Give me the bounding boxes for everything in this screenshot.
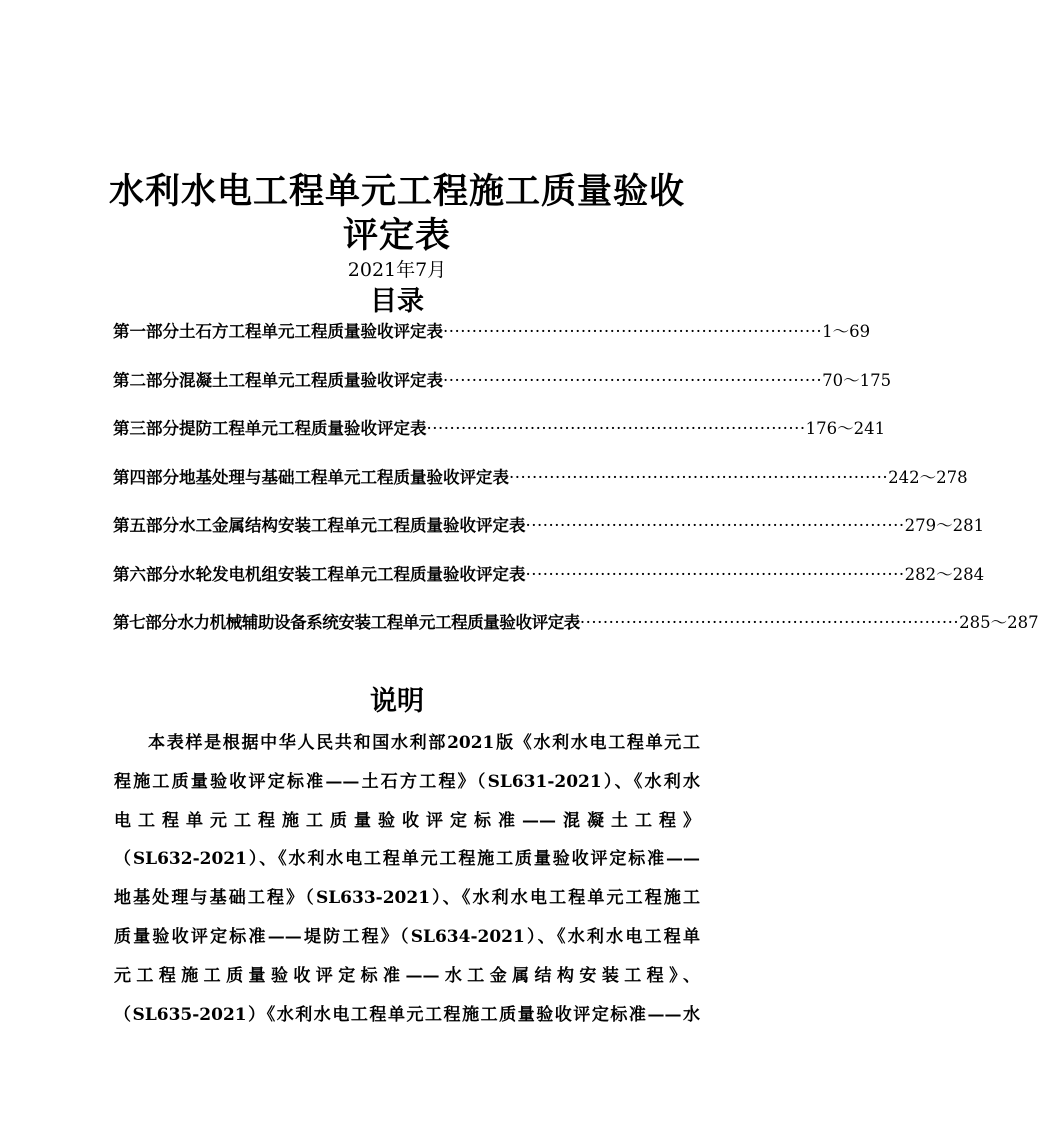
toc-leader-dots: ·································································· xyxy=(443,322,823,341)
toc-entry-title: 第二部分混凝土工程单元工程质量验收评定表 xyxy=(113,370,443,390)
toc-entry-title: 第一部分土石方工程单元工程质量验收评定表 xyxy=(113,322,443,341)
document-date: 2021年7月 xyxy=(347,259,447,281)
note-heading: 说明 xyxy=(370,686,424,717)
toc-leader-dots: ·································································· xyxy=(525,516,905,535)
toc-entry xyxy=(113,464,968,513)
toc-entry-pages: 285～287 xyxy=(959,613,1039,632)
toc-entry-pages: 279～281 xyxy=(904,516,985,535)
toc-entry-pages: 70～175 xyxy=(822,370,892,390)
table-of-contents xyxy=(113,318,1039,658)
toc-entry-title: 第七部分水力机械辅助设备系统安装工程单元工程质量验收评定表 xyxy=(113,613,580,632)
toc-entry xyxy=(113,512,985,561)
note-line: （SL632-2021）、《水利水电工程单元工程施工质量验收评定标准—— xyxy=(114,849,700,870)
document-title-line-2: 评定表 xyxy=(342,215,451,256)
toc-leader-dots: ·································································· xyxy=(509,467,889,487)
note-line: 本表样是根据中华人民共和国水利部2021版《水利水电工程单元工 xyxy=(148,733,700,753)
toc-entry xyxy=(113,561,985,610)
note-line: 地基处理与基础工程》（SL633-2021）、《水利水电工程单元工程施工 xyxy=(114,888,700,909)
toc-leader-dots: ·································································· xyxy=(443,370,823,390)
toc-entry xyxy=(113,318,871,367)
toc-entry-title: 第五部分水工金属结构安装工程单元工程质量验收评定表 xyxy=(113,516,526,535)
toc-leader-dots: ·································································· xyxy=(579,613,960,632)
toc-entry xyxy=(113,367,892,416)
note-body xyxy=(114,729,700,1039)
note-line: 程施工质量验收评定标准——土石方工程》（SL631-2021）、《水利水 xyxy=(114,771,700,792)
toc-entry xyxy=(113,609,1039,658)
toc-heading: 目录 xyxy=(370,286,424,317)
toc-entry-title: 第三部分提防工程单元工程质量验收评定表 xyxy=(113,419,427,438)
toc-entry-title: 第四部分地基处理与基础工程单元工程质量验收评定表 xyxy=(113,467,509,487)
document-title-line-1: 水利水电工程单元工程施工质量验收 xyxy=(108,171,685,212)
toc-entry-pages: 176～241 xyxy=(805,419,886,438)
note-line: 元工程施工质量验收评定标准——水工金属结构安装工程》、 xyxy=(114,965,700,986)
toc-leader-dots: ·································································· xyxy=(426,419,806,438)
toc-entry-pages: 1～69 xyxy=(822,322,871,341)
note-line: 电工程单元工程施工质量验收评定标准——混凝土工程》 xyxy=(114,810,700,831)
toc-entry xyxy=(113,415,886,464)
toc-leader-dots: ·································································· xyxy=(525,564,905,584)
toc-entry-pages: 282～284 xyxy=(904,564,985,584)
note-line: （SL635-2021）《水利水电工程单元工程施工质量验收评定标准——水 xyxy=(114,1004,700,1025)
toc-entry-pages: 242～278 xyxy=(888,467,968,487)
toc-entry-title: 第六部分水轮发电机组安装工程单元工程质量验收评定表 xyxy=(113,564,526,584)
note-line: 质量验收评定标准——堤防工程》（SL634-2021）、《水利水电工程单 xyxy=(114,926,700,947)
